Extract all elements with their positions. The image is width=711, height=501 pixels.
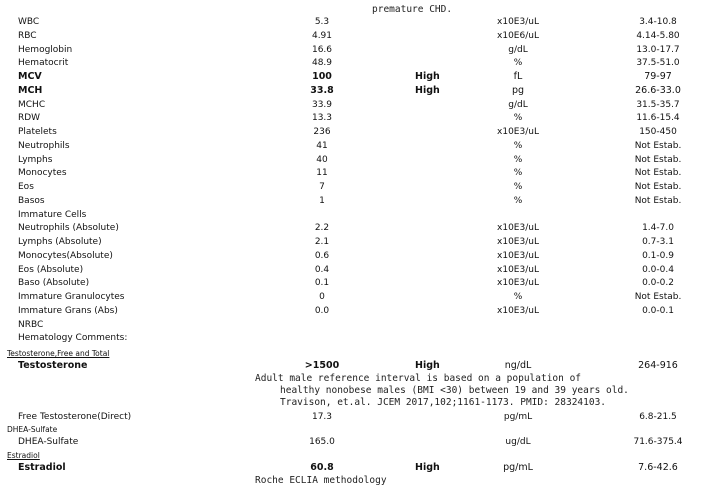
table-row (0, 264, 711, 278)
table-row (0, 319, 711, 333)
table-row (0, 126, 711, 140)
test-name: RDW (18, 113, 41, 124)
dhea-row (0, 436, 711, 450)
test-units: ug/dL (505, 437, 531, 447)
test-range: 0.1-0.9 (642, 250, 674, 261)
test-range: 3.4-10.8 (639, 17, 677, 27)
test-units: x10E3/uL (497, 237, 539, 247)
test-name: Eos (Absolute) (18, 264, 84, 275)
test-range: Not Estab. (634, 168, 682, 179)
test-range: 26.6-33.0 (635, 84, 681, 96)
table-row (0, 222, 711, 236)
test-name: Basos (18, 195, 45, 206)
table-row (0, 140, 711, 154)
test-name: WBC (18, 17, 40, 27)
test-units: % (513, 182, 523, 192)
table-row (0, 154, 711, 168)
test-units: x10E3/uL (497, 278, 539, 289)
test-range: 13.0-17.7 (636, 44, 680, 55)
free-testosterone-row (0, 411, 711, 425)
test-value: 5.3 (314, 17, 330, 27)
test-units: % (513, 195, 523, 206)
test-units: % (513, 168, 523, 179)
table-row (0, 167, 711, 181)
test-units: x10E3/uL (497, 264, 539, 275)
test-range: Not Estab. (634, 140, 682, 151)
test-units: % (513, 154, 523, 165)
test-value: 4.91 (311, 30, 333, 41)
section-title-testosterone: Testosterone,Free and Total (7, 349, 110, 358)
test-range: 79-97 (644, 71, 672, 82)
test-name: Lymphs (Absolute) (18, 237, 102, 247)
test-name: MCH (18, 84, 43, 96)
table-row (0, 85, 711, 99)
test-units: fL (513, 71, 523, 82)
test-units: g/dL (508, 99, 528, 110)
test-value: 33.8 (310, 84, 334, 96)
test-flag: High (415, 71, 440, 82)
test-name: NRBC (18, 319, 44, 330)
table-row (0, 57, 711, 71)
test-value: 0.1 (314, 278, 330, 289)
test-value: 2.2 (314, 223, 330, 234)
table-row (0, 332, 711, 346)
test-value: 11 (316, 168, 328, 179)
test-units: x10E3/uL (497, 250, 539, 261)
test-units: x10E3/uL (497, 223, 539, 234)
test-value: 1 (319, 195, 325, 206)
estradiol-note: Roche ECLIA methodology (255, 475, 387, 486)
table-row (0, 195, 711, 209)
test-range: 1.4-7.0 (642, 223, 674, 234)
test-value: 17.3 (311, 412, 333, 422)
test-value: 13.3 (311, 113, 333, 124)
test-name: Free Testosterone(Direct) (18, 412, 132, 422)
table-row (0, 236, 711, 250)
test-name: Monocytes(Absolute) (18, 250, 113, 261)
test-units: x10E3/uL (497, 17, 539, 27)
test-name: Hemoglobin (18, 44, 73, 55)
test-name: Neutrophils (Absolute) (18, 223, 119, 234)
table-row (0, 112, 711, 126)
test-name: MCV (18, 71, 42, 82)
test-range: 71.6-375.4 (633, 437, 683, 447)
test-name: Platelets (18, 127, 57, 137)
test-range: 264-916 (638, 360, 678, 371)
test-name: RBC (18, 30, 37, 41)
test-range: 11.6-15.4 (636, 113, 680, 124)
section-title-dhea: DHEA-Sulfate (7, 425, 58, 434)
test-name: Lymphs (18, 154, 53, 165)
table-row (0, 30, 711, 44)
test-value: 7 (319, 182, 325, 192)
test-units: % (513, 58, 523, 69)
test-flag: High (415, 360, 440, 371)
test-units: x10E6/uL (497, 30, 539, 41)
test-name: Immature Grans (Abs) (18, 305, 118, 316)
test-name: Hematocrit (18, 58, 69, 69)
test-range: 37.5-51.0 (636, 58, 680, 69)
test-value: 16.6 (311, 44, 333, 55)
test-value: 0.0 (314, 305, 330, 316)
test-name: Testosterone (18, 360, 88, 371)
test-value: 0.6 (314, 250, 330, 261)
table-row (0, 277, 711, 291)
test-range: Not Estab. (634, 182, 682, 192)
test-value: 33.9 (311, 99, 333, 110)
testosterone-note-line-1: Adult male reference interval is based on a population of (255, 373, 582, 384)
table-row (0, 181, 711, 195)
test-name: Estradiol (18, 462, 66, 473)
table-row (0, 44, 711, 58)
test-range: 0.0-0.4 (642, 264, 674, 275)
test-range: 0.0-0.2 (642, 278, 674, 289)
test-flag: High (415, 84, 440, 96)
test-flag: High (415, 462, 440, 473)
test-value: 60.8 (310, 462, 334, 473)
test-range: 0.7-3.1 (642, 237, 674, 247)
top-note: premature CHD. (372, 4, 453, 15)
test-units: % (513, 113, 523, 124)
testosterone-row (0, 360, 711, 374)
test-range: 150-450 (639, 127, 677, 137)
table-row (0, 99, 711, 113)
test-name: Hematology Comments: (18, 333, 128, 344)
test-units: x10E3/uL (497, 127, 539, 137)
test-units: pg/mL (503, 412, 533, 422)
test-value: 165.0 (309, 437, 335, 447)
test-range: 4.14-5.80 (636, 30, 680, 41)
table-row (0, 71, 711, 85)
test-units: % (513, 140, 523, 151)
test-value: 0.4 (314, 264, 330, 275)
test-name: Monocytes (18, 168, 67, 179)
test-value: 236 (313, 127, 331, 137)
test-name: Immature Granulocytes (18, 292, 125, 302)
table-row (0, 209, 711, 223)
section-title-estradiol: Estradiol (7, 451, 40, 460)
test-range: Not Estab. (634, 292, 682, 302)
test-value: 100 (312, 71, 332, 82)
test-range: Not Estab. (634, 154, 682, 165)
test-range: 31.5-35.7 (636, 99, 680, 110)
test-value: 41 (316, 140, 328, 151)
test-range: 7.6-42.6 (638, 462, 678, 473)
table-row (0, 305, 711, 319)
test-value: 2.1 (314, 237, 330, 247)
test-name: DHEA-Sulfate (18, 437, 79, 447)
test-name: Baso (Absolute) (18, 278, 90, 289)
table-row (0, 16, 711, 30)
test-range: Not Estab. (634, 195, 682, 206)
estradiol-row (0, 462, 711, 476)
test-name: Eos (18, 182, 34, 192)
test-name: Neutrophils (18, 140, 70, 151)
table-row (0, 250, 711, 264)
test-units: pg/mL (503, 462, 533, 473)
test-name: Immature Cells (18, 209, 87, 220)
test-units: x10E3/uL (497, 305, 539, 316)
test-units: ng/dL (504, 360, 532, 371)
test-value: 40 (316, 154, 328, 165)
testosterone-note-line-2: healthy nonobese males (BMI <30) between 19 and 39 years old. (280, 385, 629, 396)
test-name: MCHC (18, 99, 46, 110)
test-units: pg (511, 84, 525, 96)
test-units: % (513, 292, 523, 302)
test-range: 0.0-0.1 (642, 305, 674, 316)
test-value: 48.9 (311, 58, 333, 69)
test-units: g/dL (508, 44, 528, 55)
table-row (0, 291, 711, 305)
test-value: 0 (319, 292, 325, 302)
test-range: 6.8-21.5 (639, 412, 677, 422)
test-value: >1500 (304, 360, 340, 371)
testosterone-note-line-3: Travison, et.al. JCEM 2017,102;1161-1173. PMID: 28324103. (280, 397, 607, 408)
